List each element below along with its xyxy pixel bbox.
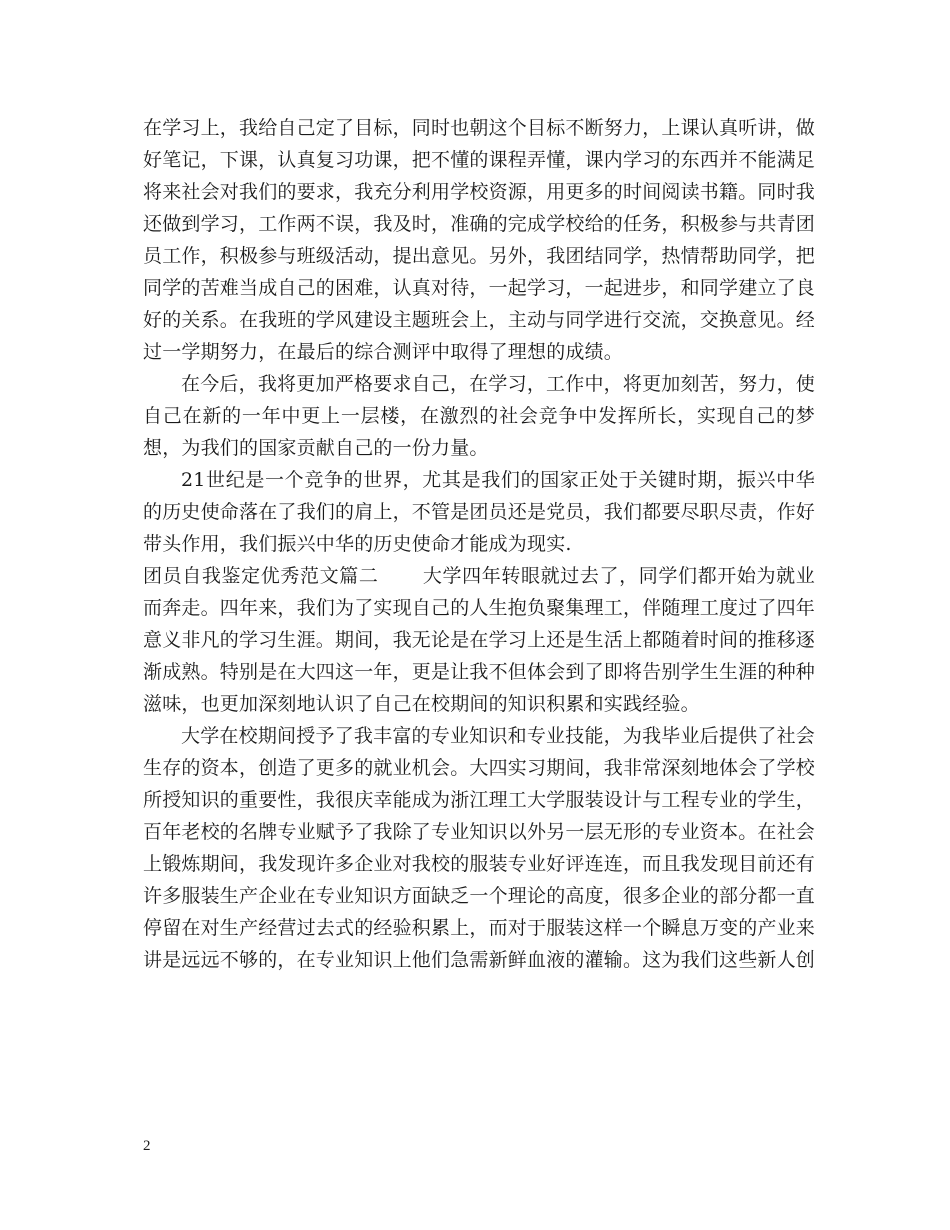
section-two-intro <box>143 560 815 720</box>
paragraph-future: 在今后，我将更加严格要求自己，在学习，工作中，将更加刻苦，努力，使自己在新的一年中更上一层楼，在激烈的社会竞争中发挥所长，实现自己的梦想，为我们的国家贡献自己的一份力量。 <box>143 373 815 459</box>
paragraph-university: 大学在校期间授予了我丰富的专业知识和专业技能，为我毕业后提供了社会生存的资本，创造了更多的就业机会。大四实习期间，我非常深刻地体会了学校所授知识的重要性，我很庆幸能成为浙江理工大学服装设计与工程专业的学生，百年老校的名牌专业赋予了我除了专业知识以外另一层无形的专业资本。在社会上锻炼期间，我发现许多企业对我校的服装专业好评连连，而且我发现目前还有许多服装生产企业在专业知识方面缺乏一个理论的高度，很多企业的部分都一直停留在对生产经营过去式的经验积累上，而对于服装这样一个瞬息万变的产业来讲是远远不够的，在专业知识上他们急需新鲜血液的灌输。这为我们这些新人创 <box>143 725 816 971</box>
page-number: 2 <box>143 1138 151 1154</box>
document-body <box>143 112 815 976</box>
paragraph-study: 在学习上，我给自己定了目标，同时也朝这个目标不断努力，上课认真听讲，做好笔记，下课，认真复习功课，把不懂的课程弄懂，课内学习的东西并不能满足将来社会对我们的要求，我充分利用学校资源，用更多的时间阅读书籍。同时我还做到学习，工作两不误，我及时，准确的完成学校给的任务，积极参与共青团员工作，积极参与班级活动，提出意见。另外，我团结同学，热情帮助同学，把同学的苦难当成自己的困难，认真对待，一起学习，一起进步，和同学建立了良好的关系。在我班的学风建设主题班会上，主动与同学进行交流，交换意见。经过一学期努力，在最后的综合测评中取得了理想的成绩。 <box>143 117 816 363</box>
paragraph-four-years: 大学四年转眼就过去了，同学们都开始为就业而奔走。四年来，我们为了实现自己的人生抱负聚集理工，伴随理工度过了四年意义非凡的学习生涯。期间，我无论是在学习上还是生活上都随着时间的推移逐渐成熟。特别是在大四这一年，更是让我不但体会到了即将告别学生生涯的种种滋味，也更加深刻地认识了自己在校期间的知识积累和实践经验。 <box>143 565 816 715</box>
section-title: 团员自我鉴定优秀范文篇二 <box>143 565 379 587</box>
paragraph-21st-century: 21世纪是一个竞争的世界，尤其是我们的国家正处于关键时期，振兴中华的历史使命落在了我们的肩上，不管是团员还是党员，我们都要尽职尽责，作好带头作用，我们振兴中华的历史使命才能成为现实. <box>143 469 816 555</box>
